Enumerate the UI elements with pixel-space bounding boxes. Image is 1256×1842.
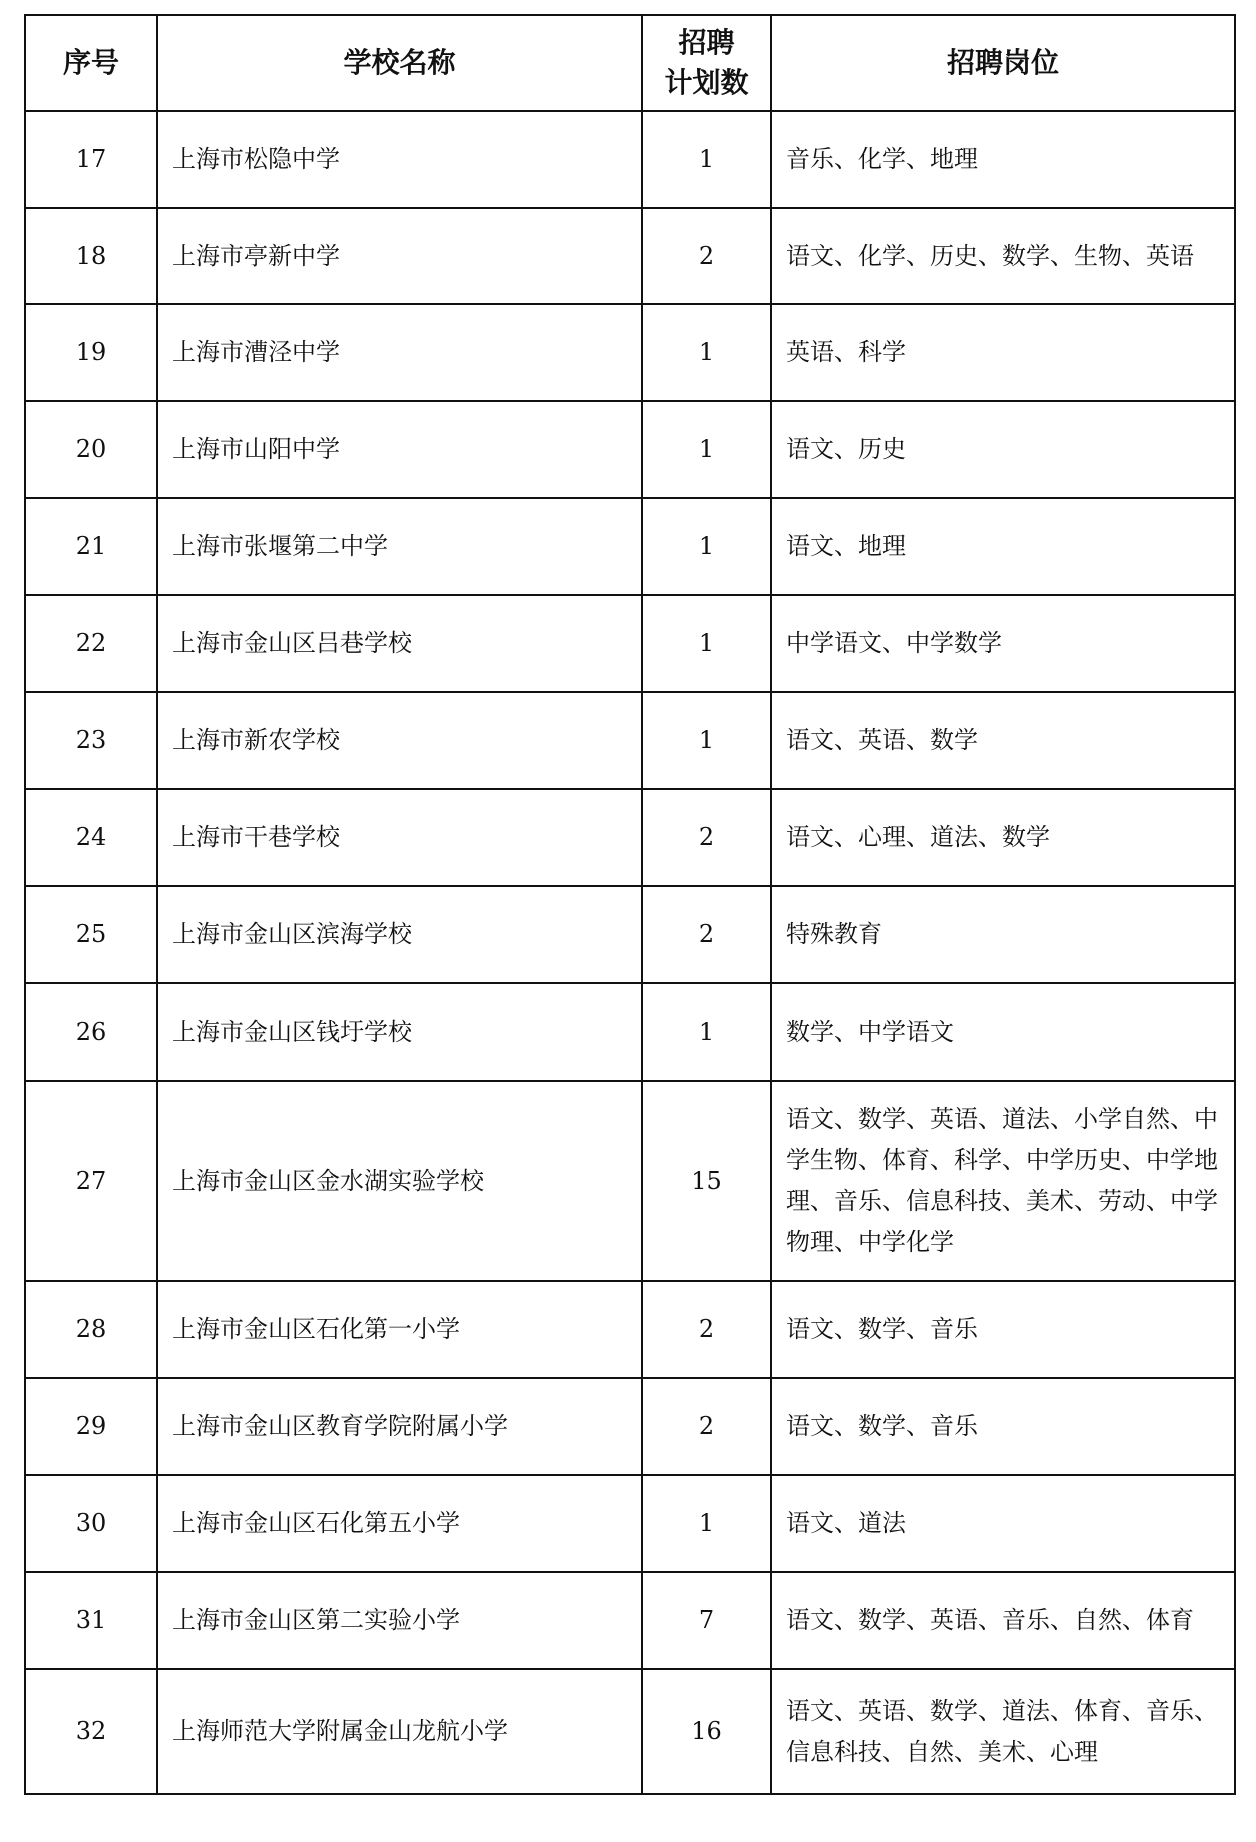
- row-positions: 英语、科学: [771, 304, 1235, 401]
- table-row: [25, 595, 1235, 692]
- row-positions: 语文、英语、数学、道法、体育、音乐、信息科技、自然、美术、心理: [771, 1669, 1235, 1794]
- row-plan-count: 2: [642, 886, 771, 983]
- row-positions: 数学、中学语文: [771, 983, 1235, 1081]
- row-plan-count: 2: [642, 1378, 771, 1475]
- table-row: [25, 1572, 1235, 1669]
- table-row: [25, 1475, 1235, 1572]
- row-plan-count: 1: [642, 304, 771, 401]
- header-index: 序号: [25, 15, 157, 111]
- row-positions: 语文、心理、道法、数学: [771, 789, 1235, 886]
- row-index: 31: [25, 1572, 157, 1669]
- row-plan-count: 1: [642, 401, 771, 498]
- table-header-row: [25, 15, 1235, 111]
- row-index: 23: [25, 692, 157, 789]
- row-school-name: 上海师范大学附属金山龙航小学: [157, 1669, 642, 1794]
- row-school-name: 上海市山阳中学: [157, 401, 642, 498]
- row-positions: 语文、历史: [771, 401, 1235, 498]
- row-positions: 语文、数学、英语、音乐、自然、体育: [771, 1572, 1235, 1669]
- row-index: 32: [25, 1669, 157, 1794]
- table-row: [25, 208, 1235, 304]
- row-school-name: 上海市金山区吕巷学校: [157, 595, 642, 692]
- table-row: [25, 983, 1235, 1081]
- row-index: 18: [25, 208, 157, 304]
- table-row: [25, 1378, 1235, 1475]
- row-index: 22: [25, 595, 157, 692]
- row-plan-count: 1: [642, 498, 771, 595]
- row-index: 29: [25, 1378, 157, 1475]
- row-plan-count: 1: [642, 1475, 771, 1572]
- table-row: [25, 1081, 1235, 1281]
- row-positions: 语文、数学、音乐: [771, 1281, 1235, 1378]
- table-row: [25, 401, 1235, 498]
- row-plan-count: 1: [642, 111, 771, 208]
- row-school-name: 上海市金山区教育学院附属小学: [157, 1378, 642, 1475]
- table-row: [25, 304, 1235, 401]
- row-plan-count: 1: [642, 983, 771, 1081]
- table-row: [25, 789, 1235, 886]
- table-row: [25, 1669, 1235, 1794]
- row-index: 19: [25, 304, 157, 401]
- row-positions: 语文、化学、历史、数学、生物、英语: [771, 208, 1235, 304]
- row-index: 30: [25, 1475, 157, 1572]
- row-plan-count: 1: [642, 595, 771, 692]
- row-positions: 语文、道法: [771, 1475, 1235, 1572]
- row-positions: 特殊教育: [771, 886, 1235, 983]
- row-school-name: 上海市亭新中学: [157, 208, 642, 304]
- recruitment-table: [24, 14, 1236, 1795]
- row-school-name: 上海市金山区滨海学校: [157, 886, 642, 983]
- header-school-name: 学校名称: [157, 15, 642, 111]
- row-index: 24: [25, 789, 157, 886]
- row-plan-count: 2: [642, 789, 771, 886]
- row-index: 28: [25, 1281, 157, 1378]
- row-school-name: 上海市金山区金水湖实验学校: [157, 1081, 642, 1281]
- row-school-name: 上海市新农学校: [157, 692, 642, 789]
- row-school-name: 上海市干巷学校: [157, 789, 642, 886]
- row-school-name: 上海市金山区石化第一小学: [157, 1281, 642, 1378]
- header-plan-count-line2: 计划数: [664, 66, 749, 99]
- row-positions: 语文、数学、英语、道法、小学自然、中学生物、体育、科学、中学历史、中学地理、音乐、信息科技、美术、劳动、中学物理、中学化学: [771, 1081, 1235, 1281]
- row-plan-count: 7: [642, 1572, 771, 1669]
- table-row: [25, 692, 1235, 789]
- row-school-name: 上海市松隐中学: [157, 111, 642, 208]
- header-plan-count-line1: 招聘: [678, 26, 735, 59]
- row-index: 26: [25, 983, 157, 1081]
- row-plan-count: 2: [642, 208, 771, 304]
- row-school-name: 上海市金山区第二实验小学: [157, 1572, 642, 1669]
- row-plan-count: 15: [642, 1081, 771, 1281]
- row-index: 27: [25, 1081, 157, 1281]
- row-positions: 语文、英语、数学: [771, 692, 1235, 789]
- row-positions: 语文、地理: [771, 498, 1235, 595]
- row-index: 17: [25, 111, 157, 208]
- row-plan-count: 16: [642, 1669, 771, 1794]
- row-index: 25: [25, 886, 157, 983]
- header-positions: 招聘岗位: [771, 15, 1235, 111]
- row-plan-count: 1: [642, 692, 771, 789]
- header-plan-count: [642, 15, 771, 111]
- row-school-name: 上海市金山区钱圩学校: [157, 983, 642, 1081]
- table-row: [25, 498, 1235, 595]
- row-school-name: 上海市张堰第二中学: [157, 498, 642, 595]
- table-row: [25, 111, 1235, 208]
- row-positions: 音乐、化学、地理: [771, 111, 1235, 208]
- row-positions: 语文、数学、音乐: [771, 1378, 1235, 1475]
- row-plan-count: 2: [642, 1281, 771, 1378]
- row-school-name: 上海市金山区石化第五小学: [157, 1475, 642, 1572]
- row-index: 21: [25, 498, 157, 595]
- row-index: 20: [25, 401, 157, 498]
- row-school-name: 上海市漕泾中学: [157, 304, 642, 401]
- row-positions: 中学语文、中学数学: [771, 595, 1235, 692]
- table-row: [25, 1281, 1235, 1378]
- table-row: [25, 886, 1235, 983]
